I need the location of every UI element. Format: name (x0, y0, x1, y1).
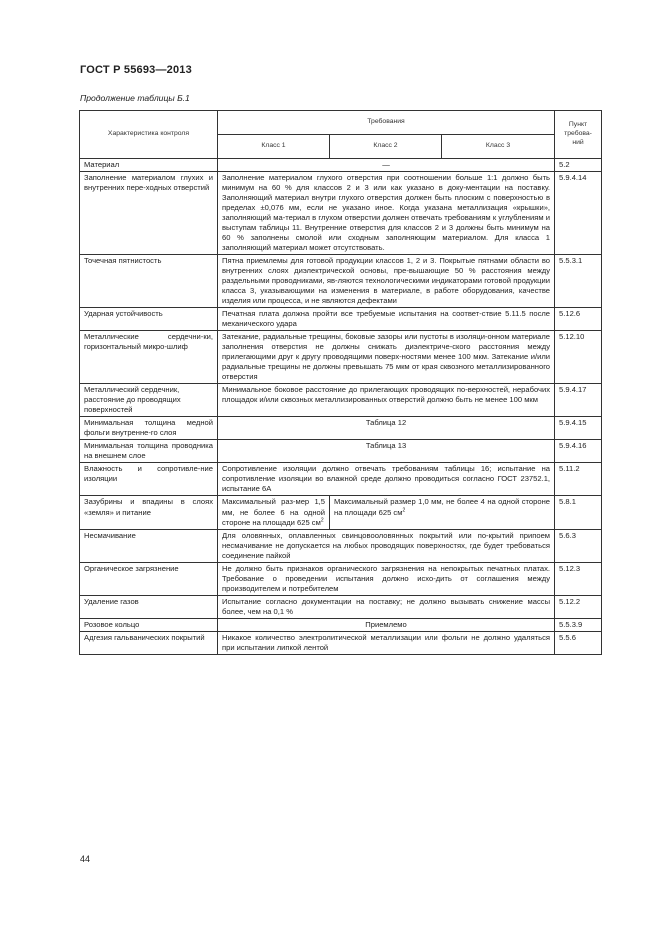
row-clause: 5.9.4.16 (555, 440, 602, 463)
table-row (80, 308, 602, 331)
table-row (80, 496, 602, 529)
row-requirement-class-1 (218, 496, 330, 529)
header-clause: Пункт требова-ний (555, 111, 602, 159)
row-characteristic: Точечная пятнистость (80, 255, 218, 308)
row-characteristic: Минимальная толщина медной фольги внутренне-го слоя (80, 417, 218, 440)
row-characteristic: Удаление газов (80, 595, 218, 618)
row-clause: 5.11.2 (555, 463, 602, 496)
row-characteristic: Металлические сердечни-ки, горизонтальный микро-шлиф (80, 331, 218, 384)
row-characteristic: Заполнение материалом глухих и внутренних пере-ходных отверстий (80, 172, 218, 255)
row-characteristic: Адгезия гальванических покрытий (80, 631, 218, 654)
table-row (80, 562, 602, 595)
row-characteristic: Материал (80, 159, 218, 172)
row-requirement: — (218, 159, 555, 172)
table-row (80, 159, 602, 172)
header-class-3: Класс 3 (442, 135, 555, 159)
row-clause: 5.12.10 (555, 331, 602, 384)
row-requirement: Для оловянных, оплавленных свинцовооловянных покрытий или по-крытий припоем несмачивание не допускается на любых проводящих поверхностях, где будет требоваться соединение пайкой (218, 529, 555, 562)
row-clause: 5.5.6 (555, 631, 602, 654)
row-requirement: Минимальное боковое расстояние до прилегающих проводящих по-верхностей, нерабочих площадок и/или сквозных металлизированных отверстий должно быть не менее 100 мкм (218, 384, 555, 417)
table-row (80, 463, 602, 496)
row-clause: 5.12.6 (555, 308, 602, 331)
row-characteristic: Органическое загрязнение (80, 562, 218, 595)
row-clause: 5.8.1 (555, 496, 602, 529)
row-requirement: Не должно быть признаков органического загрязнения на непокрытых печатных платах. Требование о проведении испытания должно исхо-дить от соглашения между производителем и потребителем (218, 562, 555, 595)
table-row (80, 631, 602, 654)
superscript: 2 (402, 506, 406, 513)
table-row (80, 255, 602, 308)
requirement-text: Максимальный размер 1,0 мм, не более 4 на одной стороне на площади 625 см (334, 497, 551, 517)
table-row (80, 384, 602, 417)
table-row (80, 331, 602, 384)
table-row (80, 595, 602, 618)
superscript: 2 (320, 516, 324, 523)
row-requirement: Испытание согласно документации на поставку; не должно вызывать снижение массы более, чем на 0,1 % (218, 595, 555, 618)
page-number: 44 (80, 854, 91, 864)
table-row (80, 440, 602, 463)
row-requirement: Сопротивление изоляции должно отвечать требованиям таблицы 16; испытание на сопротивление изоляции во влажной среде должно проводиться согласно ГОСТ 23752.1, испытание 6А (218, 463, 555, 496)
table-row (80, 529, 602, 562)
row-characteristic: Влажность и сопротивле-ние изоляции (80, 463, 218, 496)
row-clause: 5.12.3 (555, 562, 602, 595)
row-characteristic: Розовое кольцо (80, 618, 218, 631)
header-class-1: Класс 1 (218, 135, 330, 159)
row-clause: 5.9.4.14 (555, 172, 602, 255)
row-requirement: Приемлемо (218, 618, 555, 631)
row-requirement: Печатная плата должна пройти все требуемые испытания на соответ-ствие 5.11.5 после механического удара (218, 308, 555, 331)
row-characteristic: Зазубрины и впадины в слоях «земля» и питание (80, 496, 218, 529)
row-requirement: Никакое количество электролитической металлизации или фольги не должно удаляться при испытании липкой лентой (218, 631, 555, 654)
row-clause: 5.9.4.15 (555, 417, 602, 440)
table-caption: Продолжение таблицы Б.1 (80, 93, 190, 103)
row-clause: 5.5.3.9 (555, 618, 602, 631)
row-requirement-class-2-3 (330, 496, 555, 529)
header-characteristic: Характеристика контроля (80, 111, 218, 159)
document-header: ГОСТ Р 55693—2013 (80, 64, 192, 76)
table-row (80, 417, 602, 440)
row-characteristic: Металлический сердечник, расстояние до проводящих поверхностей (80, 384, 218, 417)
row-clause: 5.5.3.1 (555, 255, 602, 308)
row-requirement: Затекание, радиальные трещины, боковые зазоры или пустоты в изоляци-онном материале заполнения отверстия не должны снижать диэлектриче-ского расстояния между прилегающими друг к другу проводящими поверх-ностями менее 100 мкм. Затекание и/или радиальные трещины не должны превышать 75 мкм от края сквозного металлизированного отверстия (218, 331, 555, 384)
header-class-2: Класс 2 (330, 135, 442, 159)
row-characteristic: Ударная устойчивость (80, 308, 218, 331)
row-clause: 5.2 (555, 159, 602, 172)
row-clause: 5.6.3 (555, 529, 602, 562)
row-requirement: Заполнение материалом глухого отверстия при соотношении больше 1:1 должно быть минимум на 60 % для классов 2 и 3 или как указано в доку-ментации на поставку. Заполняющий материал внутри глухого отверстия должен быть плоским с поверхностью в пределах ±0,076 мм, если не указано иное. Когда указана металлизация «крышки», заполняющий ма-териал в глухом отверстии должен отвечать требованиям к углублениям и выступам таблицы 11. Внутренние отверстия для классов 2 и 3 должны быть минимум на 60 % заполнены смолой или сходным заполняющим материалом. Для класса 1 заполняющий материал может отсутствовать. (218, 172, 555, 255)
row-characteristic: Минимальная толщина проводника на внешнем слое (80, 440, 218, 463)
row-requirement: Пятна приемлемы для готовой продукции классов 1, 2 и 3. Покрытые пятнами области во внутренних слоях диэлектрической основы, пре-вышающие 50 % расстояния между раздельными проводниками, яв-ляются технологическими индикаторами готовой продукции класса 3, указывающими на изменения в материале, в работе оборудования, качестве изделия или процесса, и не являются дефектами (218, 255, 555, 308)
row-characteristic: Несмачивание (80, 529, 218, 562)
requirement-text: Максимальный раз-мер 1,5 мм, не более 6 на одной стороне на площади 625 см (222, 497, 325, 527)
row-requirement: Таблица 12 (218, 417, 555, 440)
table-header-row (80, 111, 602, 135)
table-row (80, 172, 602, 255)
table-row (80, 618, 602, 631)
row-requirement: Таблица 13 (218, 440, 555, 463)
requirements-table (79, 110, 602, 655)
row-clause: 5.12.2 (555, 595, 602, 618)
header-requirements: Требования (218, 111, 555, 135)
row-clause: 5.9.4.17 (555, 384, 602, 417)
